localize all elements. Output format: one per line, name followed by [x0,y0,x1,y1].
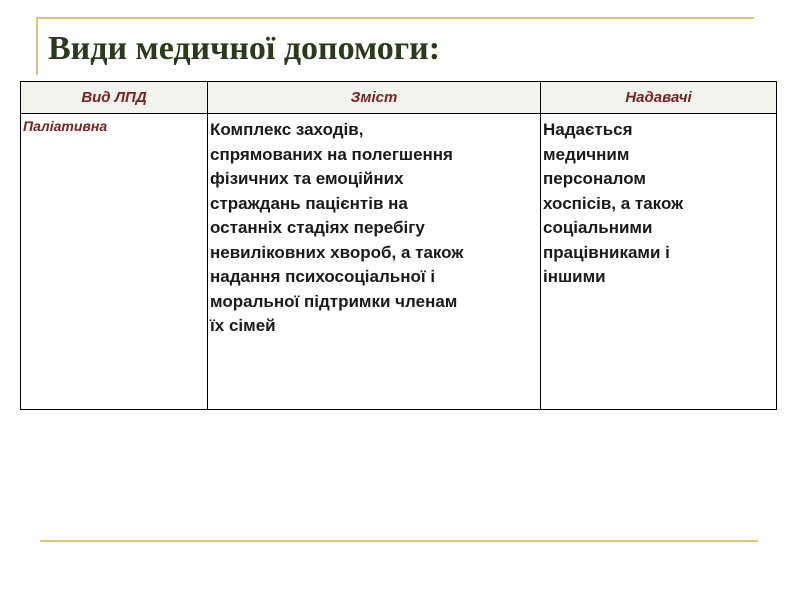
content-line: фізичних та емоційних [210,169,404,188]
provider-cell [541,114,777,410]
top-divider [36,17,754,19]
content-line: невиліковних хвороб, а також [210,242,464,262]
content-line: страждань пацієнтів на [210,193,408,213]
content-line: Комплекс заходів, [210,120,364,139]
provider-line: Надається [543,120,633,139]
provider-line: персоналом [543,169,646,188]
care-types-table [20,81,777,410]
content-line: останніх стадіях перебігу [210,218,425,237]
provider-line: хоспісів, а також [543,193,684,213]
provider-line: медичним [543,144,630,164]
bottom-divider [40,540,758,542]
table-row [21,114,777,410]
table-header-row [21,82,777,114]
content-cell [208,114,541,410]
left-divider [36,17,38,75]
header-providers: Надавачі [541,82,777,114]
header-content: Зміст [208,82,541,114]
content-line: моральної підтримки членам [210,291,458,311]
content-line: надання психосоціальної і [210,267,436,286]
provider-line: іншими [543,267,606,286]
type-cell: Паліативна [21,114,208,410]
header-type: Вид ЛПД [21,82,208,114]
provider-line: соціальними [543,218,653,237]
provider-line: працівниками і [543,242,670,262]
slide-title: Види медичної допомоги: [48,30,441,67]
content-line: їх сімей [210,316,276,335]
content-line: спрямованих на полегшення [210,144,453,164]
